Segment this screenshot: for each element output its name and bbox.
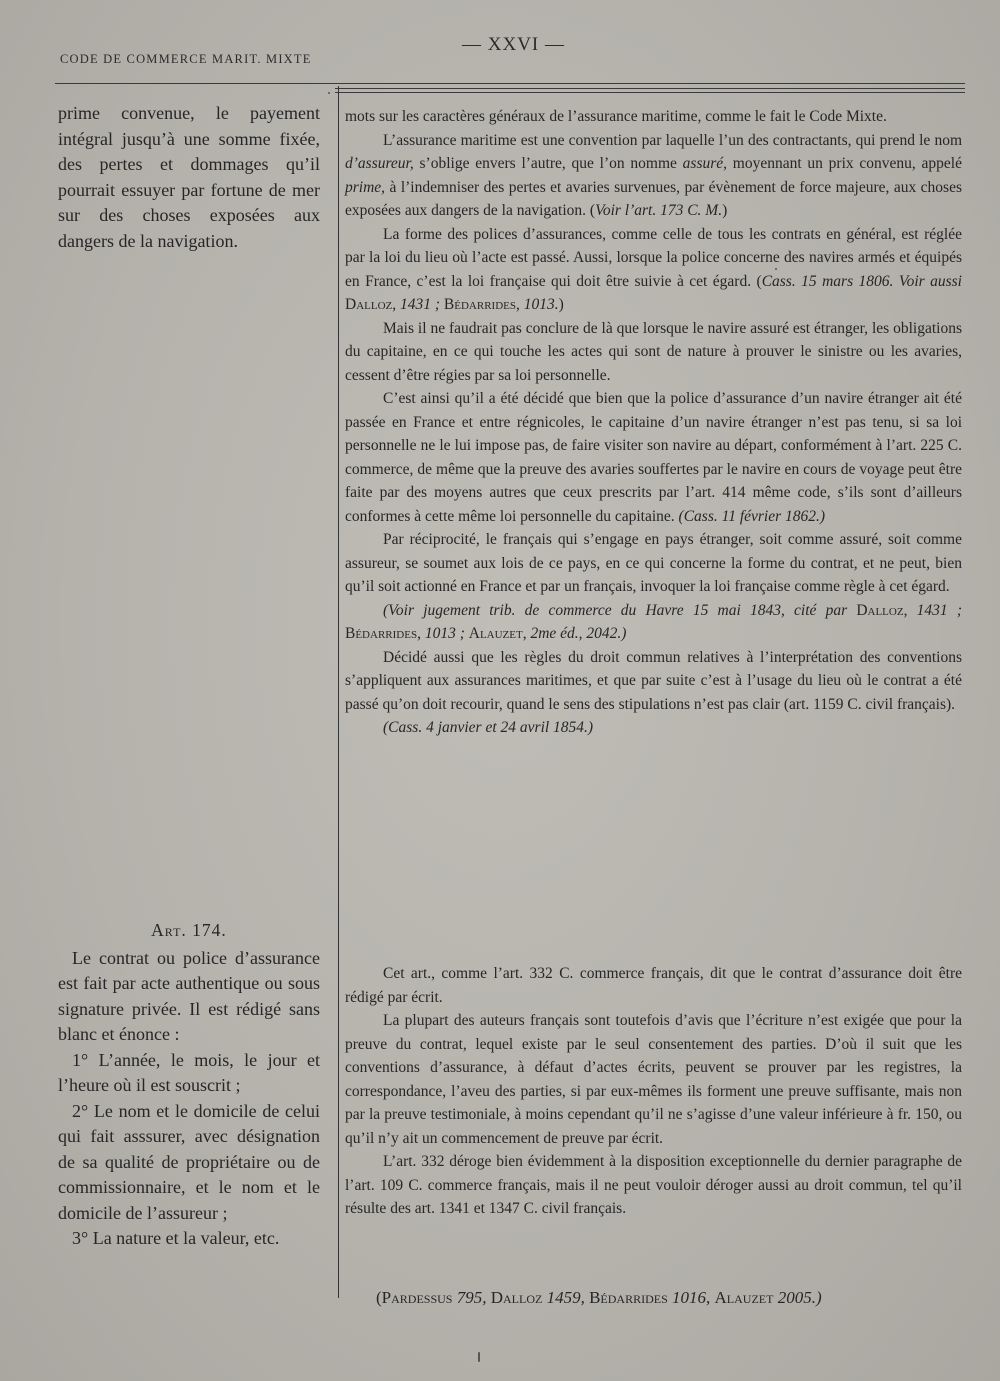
paper-speck bbox=[775, 268, 777, 270]
commentary-paragraph: Cet art., comme l’art. 332 C. commerce français, dit que le contrat d’assurance doit être rédigé par écrit. bbox=[345, 965, 962, 1006]
commentary-block-2 bbox=[345, 962, 962, 1221]
author-name: Alauzet, bbox=[468, 625, 527, 642]
text-run: C’est ainsi qu’il a été décidé que bien que la police d’assurance d’un navire étranger ait été passée en France et entre régnicoles, le capitaine d’un navire étranger n’est pas tenu, si sa loi personnelle ne le lui impose pas, de faire visiter son navire au départ, conformément à l’art. 225 C. commerce, de même que la preuve des avaries souffertes par le navire en cours de voyage peut être faite par des moyens autres que ceux prescrits par l’art. 414 même code, s’ils sont d’ailleurs conformes à cette même loi personnelle du capitaine. bbox=[345, 390, 962, 525]
commentary-block-1 bbox=[345, 105, 962, 740]
header-rule-double-top bbox=[335, 88, 965, 89]
citation: 1013. bbox=[523, 296, 559, 313]
citation: 2005.) bbox=[777, 1288, 822, 1307]
italic-term: assuré, bbox=[682, 155, 728, 172]
commentary-paragraph bbox=[345, 129, 962, 223]
article-174 bbox=[58, 918, 320, 1252]
italic-term: prime, bbox=[345, 178, 386, 196]
author-name: Pardessus bbox=[381, 1288, 453, 1307]
header-rule-double-bottom bbox=[335, 92, 965, 93]
commentary-paragraph: Mais il ne faudrait pas conclure de là que lorsque le navire assuré est étranger, les obligations du capitaine, en ce qui touche les actes qui sont de nature à prouver le sinistre ou les avaries, cessent d’être régies par sa loi personnelle. bbox=[345, 319, 962, 384]
author-name: Dalloz, bbox=[345, 296, 397, 313]
author-name: Dalloz bbox=[490, 1288, 543, 1307]
author-name: Dalloz, bbox=[856, 601, 908, 619]
final-citation bbox=[376, 1288, 822, 1308]
author-name: Bédarrides, bbox=[443, 296, 520, 313]
citation: 1013 ; bbox=[424, 625, 465, 642]
left-column-continuation: prime convenue, le payement intégral jusqu’à une somme fixée, des pertes et dommages qu’il pourrait essuyer par fortune de mer sur des choses exposées aux dangers de la navigation. bbox=[58, 103, 320, 251]
text-run: s’oblige envers l’autre, que l’on nomme bbox=[413, 155, 683, 172]
commentary-paragraph: L’art. 332 déroge bien évidemment à la disposition exceptionnelle du dernier paragraphe de l’art. 109 C. commerce français, mais il ne peut vouloir déroger aussi au droit commun, tel qu’il résulte des art. 1341 et 1347 C. civil français. bbox=[345, 1153, 962, 1217]
commentary-paragraph bbox=[345, 387, 962, 528]
page-number: — XXVI — bbox=[462, 34, 565, 55]
citation: 1016, bbox=[672, 1288, 711, 1307]
paper-speck bbox=[478, 1352, 480, 1362]
article-heading: Art. 174. bbox=[151, 920, 227, 940]
author-name: Bédarrides, bbox=[345, 625, 421, 642]
commentary-paragraph bbox=[345, 223, 962, 317]
citation: 2me éd., 2042.) bbox=[530, 625, 627, 642]
running-title: CODE DE COMMERCE MARIT. MIXTE bbox=[60, 52, 312, 66]
citation-paragraph bbox=[345, 599, 962, 646]
text-run: ( bbox=[376, 1288, 382, 1307]
text-run: à l’indemniser des pertes et avaries survenues, par évènement de force majeure, aux choses exposées aux dangers de la navigation. ( bbox=[345, 178, 962, 219]
text-run: ) bbox=[722, 202, 728, 219]
citation: 1431 ; bbox=[916, 601, 963, 619]
citation: 1431 ; bbox=[400, 296, 441, 313]
paper-speck bbox=[328, 92, 330, 94]
citation: Voir l’art. 173 C. M. bbox=[595, 202, 723, 219]
article-item-1: 1° L’année, le mois, le jour et l’heure où il est souscrit ; bbox=[58, 1049, 320, 1095]
commentary-paragraph: Décidé aussi que les règles du droit commun relatives à l’interprétation des conventions s’appliquent aux assurances maritimes, et que par suite c’est à l’usage du lieu où le contrat a été passé qu’on doit recourir, quand le sens des stipulations n’est pas clair (art. 1159 C. civil français). bbox=[345, 648, 962, 713]
article-intro: Le contrat ou police d’assurance est fait par acte authentique ou sous signature privée. Il est rédigé sans blanc et énonce : bbox=[58, 947, 320, 1044]
article-item-2: 2° Le nom et le domicile de celui qui fait asssurer, avec désignation de sa qualité de propriétaire ou de commissionnaire, et le nom et le domicile de l’assureur ; bbox=[58, 1100, 320, 1223]
author-name: Bédarrides bbox=[589, 1288, 668, 1307]
citation: Cass. 15 mars 1806. Voir aussi bbox=[761, 272, 962, 290]
commentary-paragraph: La plupart des auteurs français sont toutefois d’avis que l’écriture n’est exigée que pour la preuve du contrat, lequel existe par le seul consentement des parties. D’où il suit que les conventions d’assurance, à défaut d’actes écrits, peuvent se prouver par les registres, la correspondance, l’aveu des parties, si par eux-mêmes ils forment une preuve suffisante, mais non par la preuve testimoniale, à moins cependant qu’il ne s’agisse d’une valeur inférieure à fr. 150, ou qu’il n’y ait un commencement de preuve par écrit. bbox=[345, 1012, 962, 1147]
citation: (Cass. 11 février 1862.) bbox=[678, 507, 826, 525]
text-run: moyennant un prix convenu, appelé bbox=[727, 155, 962, 172]
commentary-paragraph: Par réciprocité, le français qui s’engage en pays étranger, soit comme assuré, soit comme assureur, se soumet aux lois de ce pays, en ce qui concerne la forme du contrat, et ne peut, bien qu’il soit actionné en France et par un français, invoquer la loi française comme règle à cet égard. bbox=[345, 531, 962, 595]
text-run: La forme des polices d’assurances, comme celle de tous les contrats en général, est réglée par la loi du lieu où l’acte est passé. Aussi, lorsque la police concerne des navires armés et équipés en France, c’est la loi française qui doit être suivie à cet égard. ( bbox=[345, 225, 962, 290]
citation: 1459, bbox=[546, 1288, 585, 1307]
citation: (Voir jugement trib. de commerce du Havre 15 mai 1843, cité par bbox=[383, 601, 848, 619]
author-name: Alauzet bbox=[714, 1288, 774, 1307]
italic-term: d’assureur, bbox=[345, 155, 414, 172]
article-item-3: 3° La nature et la valeur, etc. bbox=[72, 1228, 280, 1248]
header-rule bbox=[55, 83, 965, 84]
commentary-paragraph: mots sur les caractères généraux de l’assurance maritime, comme le fait le Code Mixte. bbox=[345, 108, 887, 125]
citation: 795, bbox=[456, 1288, 487, 1307]
column-divider bbox=[338, 86, 339, 1298]
text-run: L’assurance maritime est une convention par laquelle l’un des contractants, qui prend le nom bbox=[383, 131, 962, 149]
text-run: ) bbox=[558, 296, 564, 313]
citation-paragraph: (Cass. 4 janvier et 24 avril 1854.) bbox=[383, 719, 594, 736]
